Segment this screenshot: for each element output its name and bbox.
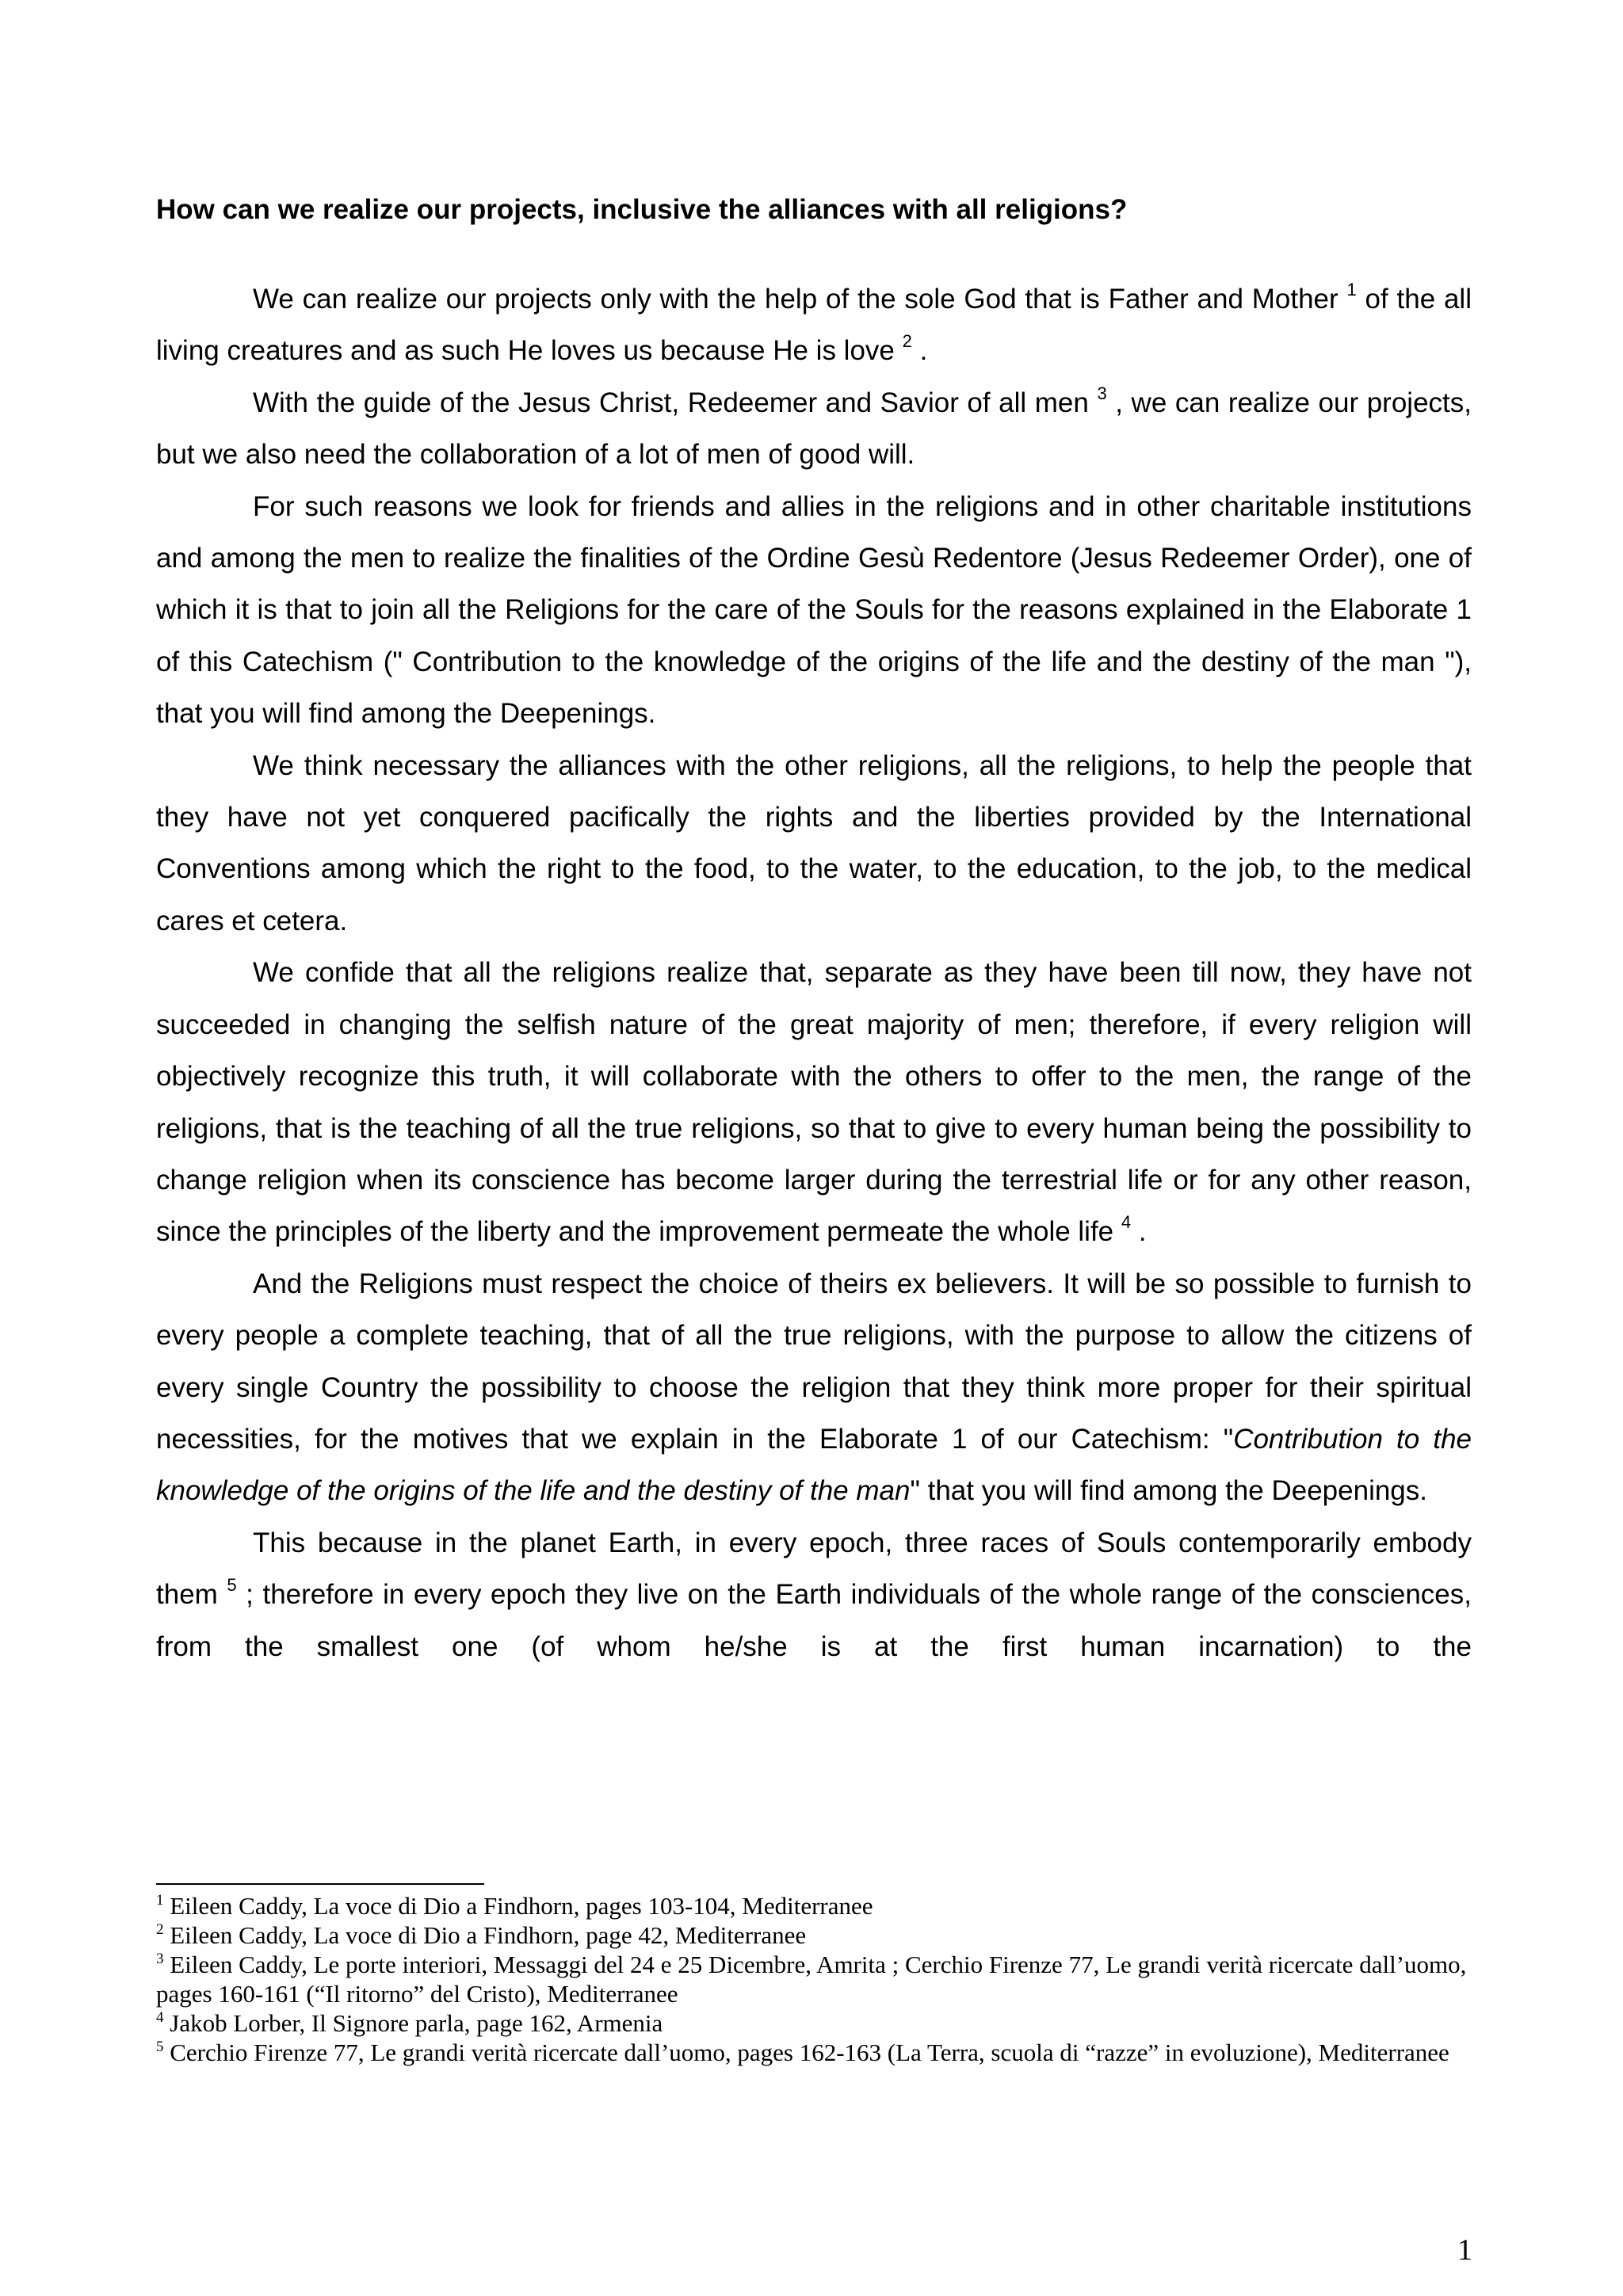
body-text (156, 273, 1472, 1672)
paragraph-text: We can realize our projects only with the help of the sole God that is Father and Mother (253, 284, 1347, 315)
footnote-reference[interactable]: 2 (902, 331, 912, 352)
paragraph-text: We think necessary the alliances with the other religions, all the religions, to help the people that they have not yet conquered pacifically the rights and the liberties provided by the International Conventions among which the right to the food, to the water, to the education, to the job, to the medical cares et cetera. (156, 749, 1472, 936)
paragraph-text: . (911, 335, 928, 367)
paragraph-text: And the Religions must respect the choice of theirs ex believers. It will be so possible to furnish to every people a complete teaching, that of all the true religions, with the purpose to allow the citizens of every single Country the possibility to choose the religion that they think more proper for their spiritual necessities, for the motives that we explain in the Elaborate 1 of our Catechism: " (156, 1268, 1472, 1455)
footnote-separator (156, 1883, 484, 1885)
footnote-number: 2 (156, 1921, 164, 1938)
paragraph-text: ; therefore in every epoch they live on the Earth individuals of the whole range of the consciences, from the smallest one (of whom he/she is at the first human incarnation) to the (156, 1579, 1472, 1662)
footnote-item (156, 1891, 1472, 1920)
italic-citation: Contribution to the knowledge of the origins of the life and the destiny of the man (156, 1423, 1472, 1507)
paragraph-text: With the guide of the Jesus Christ, Redeemer and Savior of all men (253, 387, 1098, 418)
body-paragraph (156, 377, 1472, 481)
footnote-text: Cerchio Firenze 77, Le grandi verità ricercate dall’uomo, pages 162-163 (La Terra, scuola di “razze” in evoluzione), Mediterranee (163, 2039, 1449, 2066)
body-paragraph (156, 947, 1472, 1257)
footnote-reference[interactable]: 1 (1346, 280, 1357, 299)
paragraph-text: For such reasons we look for friends and allies in the religions and in other charitable institutions and among the men to realize the finalities of the Ordine Gesù Redentore (Jesus Redeemer Order), one of which it is that to join all the Religions for the care of the Souls for the reasons explained in the Elaborate 1 of this Catechism (" Contribution to the knowledge of the origins of the life and the destiny of the man "), that you will find among the Deepenings. (156, 490, 1472, 730)
footnote-reference[interactable]: 4 (1121, 1212, 1132, 1233)
paragraph-text: , we can realize our projects, but we also need the collaboration of a lot of men of good will. (156, 387, 1472, 471)
paragraph-text: We confide that all the religions realize that, separate as they have been till now, they have not succeeded in changing the selfish nature of the great majority of men; therefore, if every religion will objectively recognize this truth, it will collaborate with the others to offer to the men, the range of the religions, that is the teaching of all the true religions, so that to give to every human being the possibility to change religion when its conscience has become larger during the terrestrial life or for any other reason, since the principles of the liberty and the improvement permeate the whole life (156, 957, 1472, 1248)
footnote-number: 4 (156, 2009, 164, 2026)
body-paragraph (156, 1258, 1472, 1517)
footnote-number: 1 (156, 1892, 164, 1909)
footnote-text: Eileen Caddy, La voce di Dio a Findhorn, page 42, Mediterranee (163, 1921, 807, 1949)
footnote-reference[interactable]: 5 (227, 1575, 237, 1596)
footnotes (156, 1883, 1472, 2067)
footnote-number: 3 (156, 1951, 164, 1967)
paragraph-text: of the all living creatures and as such He loves us because He is love (156, 284, 1472, 367)
footnote-item (156, 1950, 1472, 2008)
footnote-item (156, 2008, 1472, 2038)
footnote-item (156, 1920, 1472, 1950)
paragraph-text: " that you will find among the Deepenings. (910, 1475, 1427, 1507)
paragraph-text: This because in the planet Earth, in every epoch, three races of Souls contemporarily embody them (156, 1527, 1472, 1611)
body-paragraph (156, 1517, 1472, 1672)
main-content (156, 184, 1472, 1672)
footnote-text: Jakob Lorber, Il Signore parla, page 162, Armenia (163, 2009, 663, 2037)
body-paragraph (156, 273, 1472, 377)
footnote-reference[interactable]: 3 (1097, 383, 1107, 403)
page-number: 1 (1457, 2233, 1472, 2267)
body-paragraph (156, 740, 1472, 948)
footnote-text: Eileen Caddy, Le porte interiori, Messaggi del 24 e 25 Dicembre, Amrita ; Cerchio Firenze 77, Le grandi verità ricercate dall’uomo, pages 160-161 (“Il ritorno” del Cristo), Mediterranee (156, 1951, 1467, 2008)
paragraph-text: . (1131, 1216, 1147, 1248)
body-paragraph (156, 481, 1472, 740)
footnote-number: 5 (156, 2039, 164, 2055)
footnote-item (156, 2038, 1472, 2067)
page-title: How can we realize our projects, inclusive the alliances with all religions? (156, 194, 1128, 225)
footnote-list (156, 1891, 1472, 2067)
footnote-text: Eileen Caddy, La voce di Dio a Findhorn, pages 103-104, Mediterranee (163, 1892, 873, 1920)
